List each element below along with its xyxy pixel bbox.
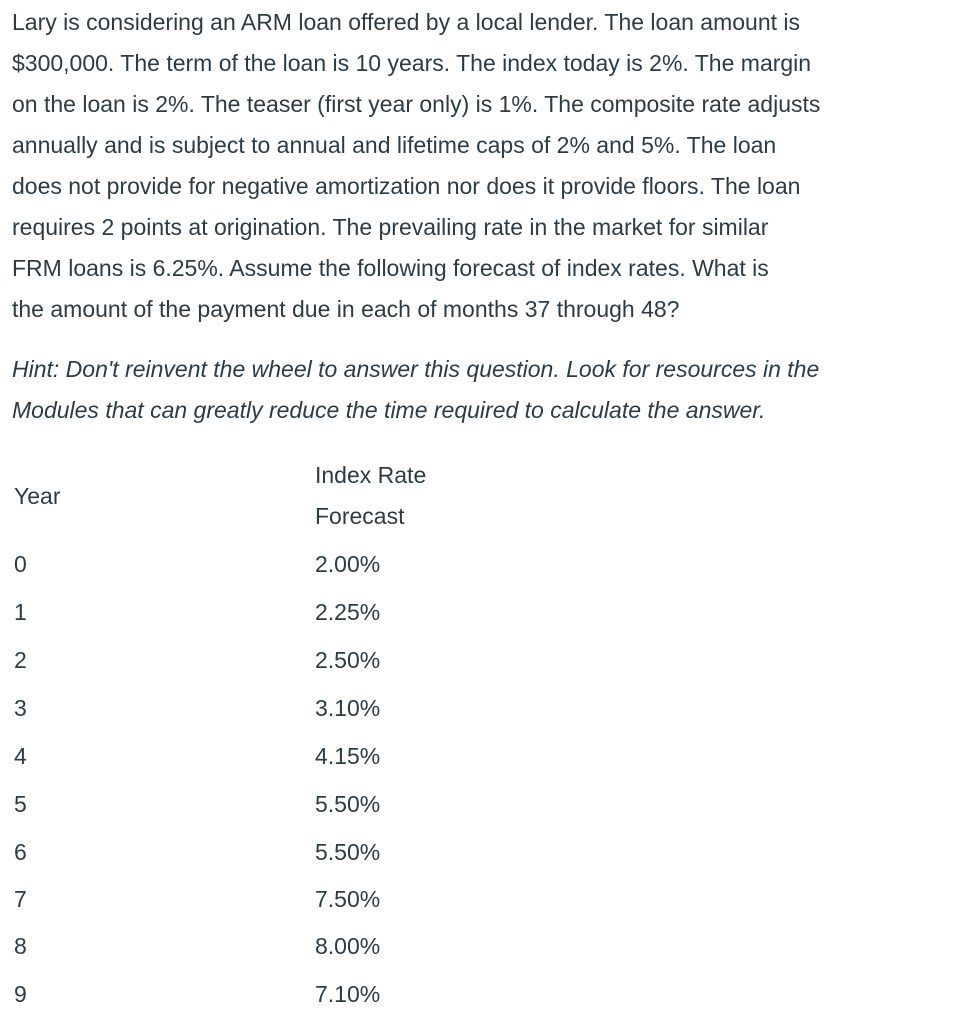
table-cell-rate: 7.10%: [315, 981, 381, 1007]
table-row: [0, 688, 954, 736]
question-line: the amount of the payment due in each of months 37 through 48?: [12, 296, 680, 322]
table-header-rate-line1: Index Rate: [315, 462, 427, 488]
question-line: requires 2 points at origination. The prevailing rate in the market for similar: [12, 214, 769, 240]
table-cell-year: 9: [14, 981, 27, 1007]
table-cell-year: 8: [14, 933, 27, 959]
table-row: [0, 592, 954, 640]
table-cell-year: 4: [14, 743, 27, 769]
table-row: [0, 926, 954, 974]
question-line: FRM loans is 6.25%. Assume the following forecast of index rates. What is: [12, 255, 769, 281]
table-cell-rate: 2.25%: [315, 599, 381, 625]
question-line: Lary is considering an ARM loan offered by a local lender. The loan amount is: [12, 9, 801, 35]
table-header-rate: [315, 455, 515, 537]
table-cell-year: 5: [14, 791, 27, 817]
table-row: [0, 832, 954, 880]
table-cell-rate: 2.50%: [315, 647, 381, 673]
table-cell-rate: 5.50%: [315, 791, 381, 817]
table-cell-rate: 8.00%: [315, 933, 381, 959]
table-row: [0, 736, 954, 784]
table-cell-year: 3: [14, 695, 27, 721]
table-cell-year: 2: [14, 647, 27, 673]
question-line: on the loan is 2%. The teaser (first year only) is 1%. The composite rate adjusts: [12, 91, 821, 117]
table-row: [0, 544, 954, 592]
table-cell-rate: 5.50%: [315, 839, 381, 865]
question-line: does not provide for negative amortization nor does it provide floors. The loan: [12, 173, 801, 199]
table-cell-year: 0: [14, 551, 27, 577]
question-text: [12, 2, 948, 330]
table-cell-year: 7: [14, 886, 27, 912]
table-row: [0, 974, 954, 1022]
question-line: annually and is subject to annual and lifetime caps of 2% and 5%. The loan: [12, 132, 777, 158]
table-header-rate-line2: Forecast: [315, 503, 405, 529]
table-row: [0, 640, 954, 688]
table-cell-rate: 3.10%: [315, 695, 381, 721]
table-cell-rate: 4.15%: [315, 743, 381, 769]
table-cell-rate: 2.00%: [315, 551, 381, 577]
question-line: $300,000. The term of the loan is 10 years. The index today is 2%. The margin: [12, 50, 812, 76]
table-cell-rate: 7.50%: [315, 886, 381, 912]
table-cell-year: 6: [14, 839, 27, 865]
table-row: [0, 784, 954, 832]
table-row: [0, 879, 954, 927]
table-cell-year: 1: [14, 599, 27, 625]
hint-line: Modules that can greatly reduce the time required to calculate the answer.: [12, 397, 766, 423]
table-header-year: Year: [14, 483, 61, 509]
hint-text: [12, 349, 948, 431]
hint-line: Hint: Don't reinvent the wheel to answer this question. Look for resources in the: [12, 356, 820, 382]
